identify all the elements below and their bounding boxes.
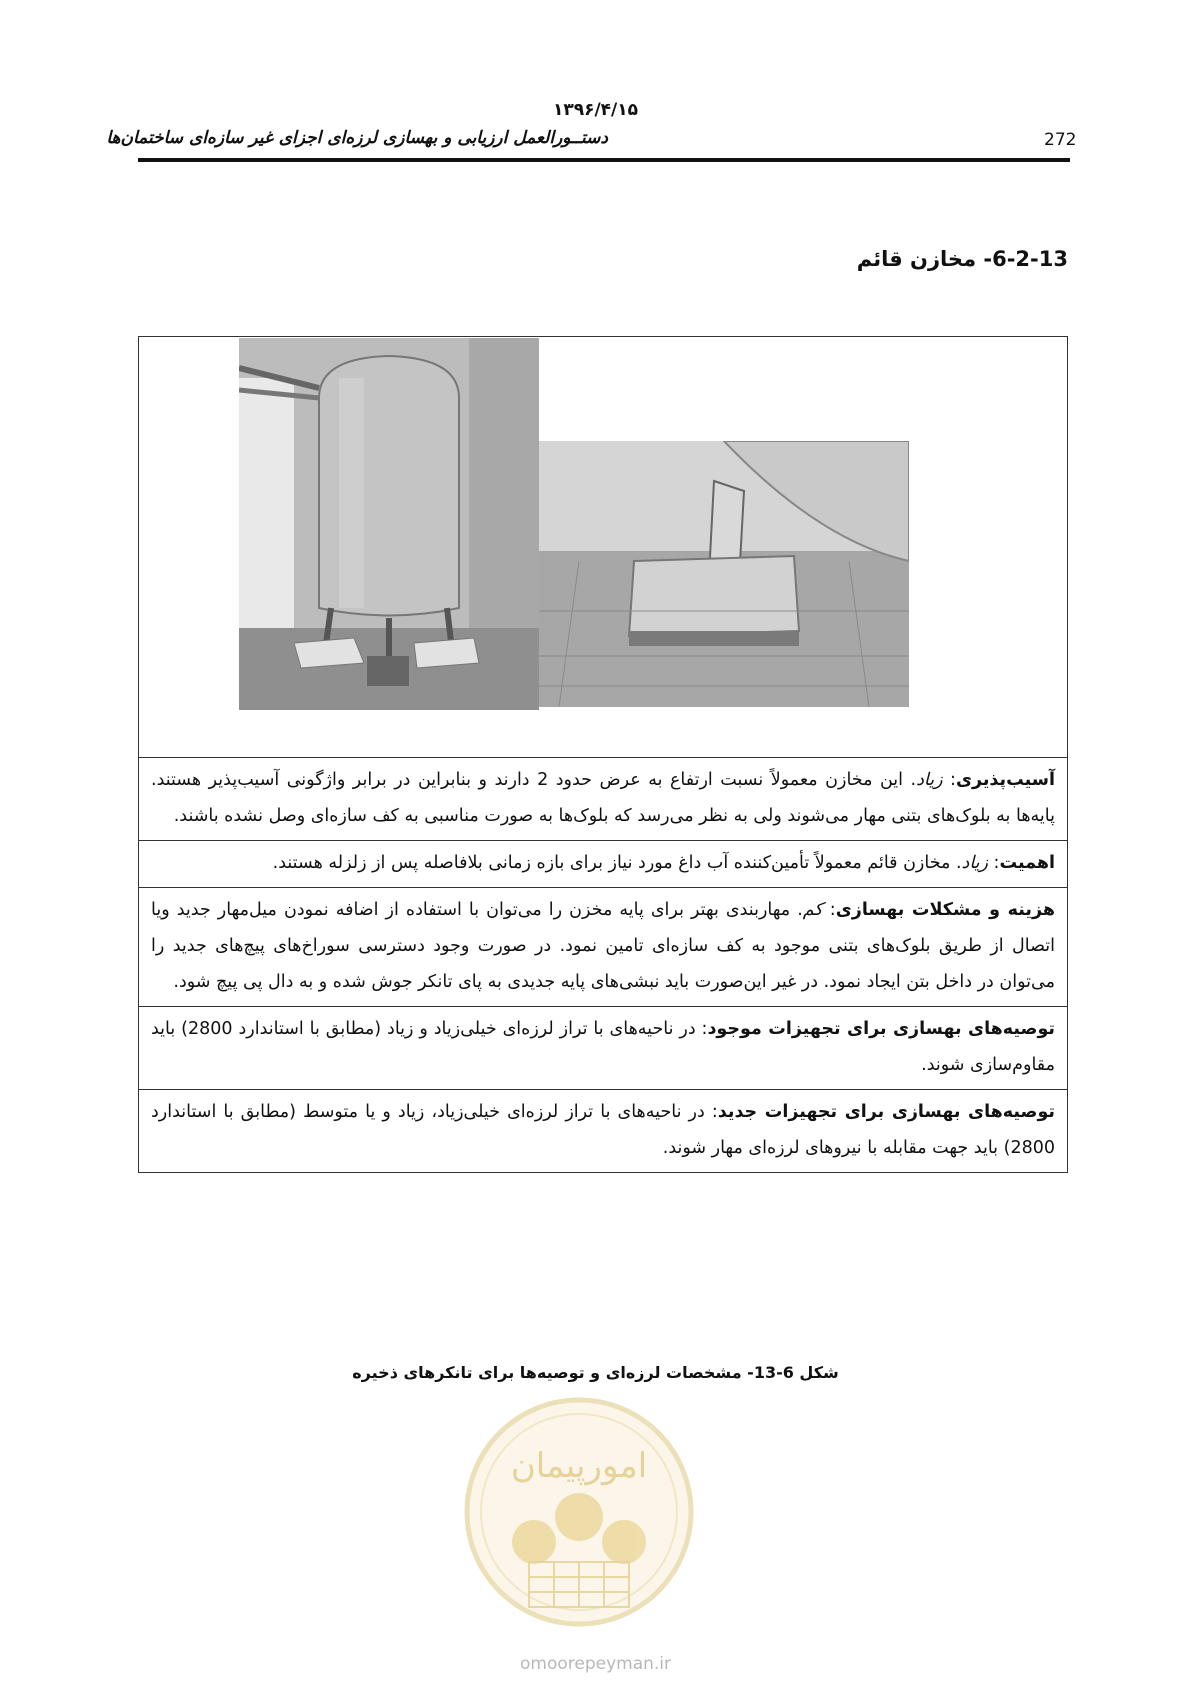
importance-label: اهمیت <box>999 853 1055 873</box>
new-equipment-row: توصیه‌های بهسازی برای تجهیزات جدید: در ناحیه‌های با تراز لرزه‌ای خیلی‌زیاد، زیاد و یا متوسط (مطابق با استاندارد 2800) باید جهت مقابله با نیروهای لرزه‌ای مهار شوند. <box>151 1102 1055 1158</box>
new-equipment-text: در ناحیه‌های با تراز لرزه‌ای خیلی‌زیاد، زیاد و یا متوسط (مطابق با استاندارد 2800) باید جهت مقابله با نیروهای لرزه‌ای مهار شوند. <box>151 1102 1055 1158</box>
watermark-stamp <box>459 1392 699 1632</box>
tank-footing-photo <box>539 441 909 707</box>
new-equipment-label: توصیه‌های بهسازی برای تجهیزات جدید <box>717 1102 1055 1122</box>
watermark-website: omoorepeyman.ir <box>519 1654 672 1674</box>
vertical-tank-photo <box>239 338 539 710</box>
retrofit-cost-label: هزینه و مشکلات بهسازی <box>835 900 1055 920</box>
importance-text: مخازن قائم معمولاً تأمین‌کننده آب داغ مورد نیاز برای بازه زمانی بلافاصله پس از زلزله هستند. <box>272 853 951 873</box>
figure-table <box>138 336 1068 1173</box>
photo-row <box>139 337 1067 758</box>
importance-level: زیاد <box>961 853 988 873</box>
header-title: دستــورالعمل ارزیابی و بهسازی لرزه‌ای اجزای غیر سازه‌ای ساختمان‌ها <box>106 128 608 148</box>
vulnerability-row: آسیب‌پذیری: زیاد. این مخازن معمولاً نسبت ارتفاع به عرض حدود 2 دارند و بنابراین در برابر واژگونی آسیب‌پذیر هستند. پایه‌ها به بلوک‌های بتنی مهار می‌شوند ولی به نظر می‌رسد که بلوک‌ها به صورت مناسبی به کف سازه‌ای وصل نشده باشند. <box>139 758 1067 841</box>
vulnerability-level: زیاد <box>916 770 943 790</box>
figure-caption: شکل 6-13- مشخصات لرزه‌ای و توصیه‌ها برای تانکرهای ذخیره <box>352 1363 839 1382</box>
header-date: ۱۳۹۶/۴/۱۵ <box>552 100 639 120</box>
page-number: 272 <box>1044 130 1077 150</box>
section-heading: 6-2-13- مخازن قائم <box>856 247 1068 271</box>
existing-equipment-label: توصیه‌های بهسازی برای تجهیزات موجود <box>707 1019 1055 1039</box>
existing-equipment-row: توصیه‌های بهسازی برای تجهیزات موجود: در ناحیه‌های با تراز لرزه‌ای خیلی‌زیاد و زیاد (مطابق با استاندارد 2800) باید مقاوم‌سازی شوند. <box>139 1007 1067 1090</box>
vulnerability-label: آسیب‌پذیری <box>955 770 1055 790</box>
retrofit-cost-row: هزینه و مشکلات بهسازی: کم. مهاربندی بهتر برای پایه مخزن را می‌توان با استفاده از اضافه نمودن میل‌مهار جدید ویا اتصال از طریق بلوک‌های بتنی موجود به کف سازه‌ای تامین نمود. در صورت وجود دسترسی سوراخ‌های پیچ‌های جدید را می‌توان در داخل بتن ایجاد نمود. در غیر این‌صورت باید نبشی‌های پایه جدیدی به پای تانکر جوش شده و به دال پی پیچ شود. <box>139 888 1067 1007</box>
header-rule <box>138 158 1070 162</box>
importance-row: اهمیت: زیاد. مخازن قائم معمولاً تأمین‌کننده آب داغ مورد نیاز برای بازه زمانی بلافاصله پس از زلزله هستند. <box>139 841 1067 888</box>
retrofit-cost-text: مهاربندی بهتر برای پایه مخزن را می‌توان با استفاده از اضافه نمودن میل‌مهار جدید ویا اتصال از طریق بلوک‌های بتنی موجود به کف سازه‌ای تامین نمود. در صورت وجود دسترسی سوراخ‌های پیچ‌های جدید را می‌توان در داخل بتن ایجاد نمود. در غیر این‌صورت باید نبشی‌های پایه جدیدی به پای تانکر جوش شده و به دال پی پیچ شود. <box>151 900 1055 992</box>
retrofit-cost-level: کم <box>802 900 823 920</box>
stamp-text: امورپیمان <box>510 1446 648 1486</box>
vulnerability-text: این مخازن معمولاً نسبت ارتفاع به عرض حدود 2 دارند و بنابراین در برابر واژگونی آسیب‌پذیر هستند. پایه‌ها به بلوک‌های بتنی مهار می‌شوند ولی به نظر می‌رسد که بلوک‌ها به صورت مناسبی به کف سازه‌ای وصل نشده باشند. <box>151 770 1055 826</box>
existing-equipment-text: در ناحیه‌های با تراز لرزه‌ای خیلی‌زیاد و زیاد (مطابق با استاندارد 2800) باید مقاوم‌سازی شوند. <box>151 1019 1055 1075</box>
